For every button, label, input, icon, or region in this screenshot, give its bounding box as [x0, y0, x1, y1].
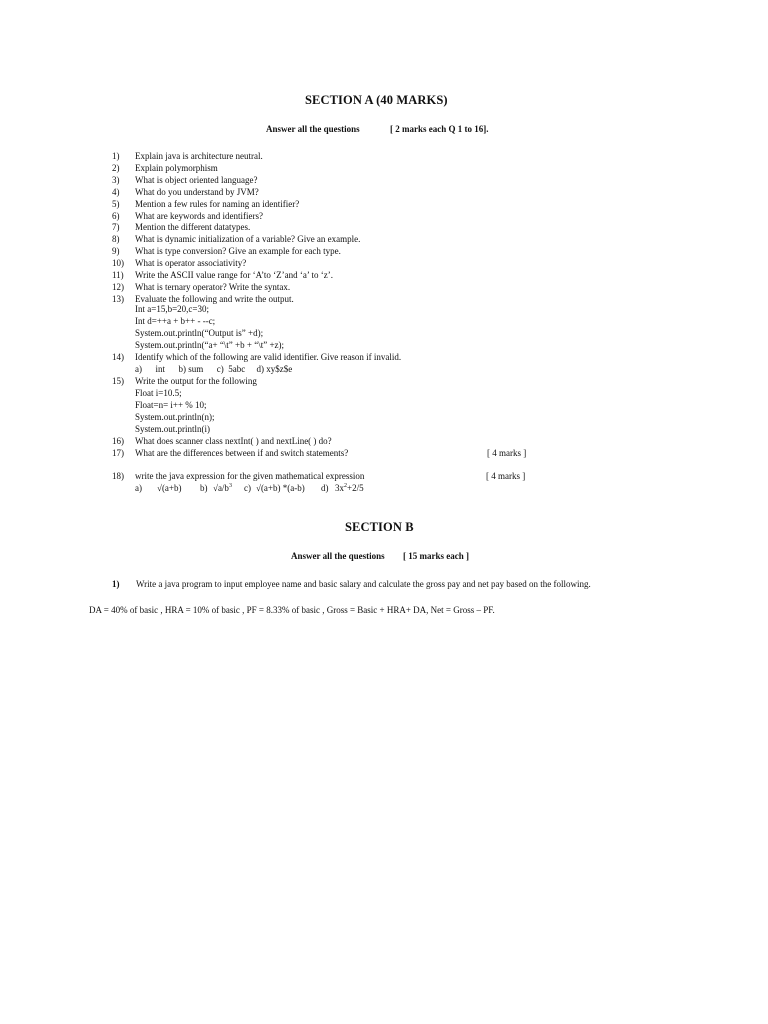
question-number: 8) [112, 234, 120, 245]
option-c: √(a+b) *(a-b) [256, 483, 305, 493]
code-line: Int d=++a + b++ - --c; [135, 316, 216, 326]
question-marks: [ 4 marks ] [486, 471, 526, 481]
question-number: 18) [112, 471, 124, 481]
question-number: 5) [112, 198, 120, 209]
option-a: √(a+b) [157, 483, 182, 493]
section-a-marks-note: [ 2 marks each Q 1 to 16]. [390, 124, 489, 134]
code-line: Int a=15,b=20,c=30; [135, 304, 209, 314]
question-text: Write a java program to input employee name and basic salary and calculate the gross pay and net pay based on the following. [136, 579, 591, 589]
question-number: 3) [112, 174, 120, 185]
question-number: 9) [112, 246, 120, 257]
question-number: 1) [112, 151, 120, 161]
question-text: What do you understand by JVM? [135, 186, 259, 197]
question-text: What are keywords and identifiers? [135, 210, 263, 221]
section-a-instruction: Answer all the questions [266, 124, 360, 134]
option-a-label: a) [135, 483, 142, 493]
section-a-title: SECTION A (40 MARKS) [305, 93, 448, 107]
question-text: Evaluate the following and write the output. [135, 293, 294, 304]
question-marks: [ 4 marks ] [487, 448, 527, 458]
question-number: 15) [112, 376, 124, 386]
question-number: 13) [112, 293, 124, 304]
question-text: Write the output for the following [135, 376, 257, 386]
question-text: What are the differences between if and switch statements? [135, 448, 349, 458]
question-number: 1) [112, 579, 120, 589]
question-text: Identify which of the following are valid identifier. Give reason if invalid. [135, 352, 402, 362]
salary-formula: DA = 40% of basic , HRA = 10% of basic , PF = 8.33% of basic , Gross = Basic + HRA+ DA, Net = Gross – PF. [89, 605, 495, 615]
question-number: 10) [112, 258, 124, 269]
section-b-instruction: Answer all the questions [291, 551, 385, 561]
question-number: 11) [112, 270, 124, 280]
question-number: 14) [112, 352, 124, 362]
question-text: Explain polymorphism [135, 162, 218, 173]
option-d-label: d) [321, 483, 329, 493]
section-b-marks-note: [ 15 marks each ] [403, 551, 469, 561]
question-text: What is ternary operator? Write the syntax. [135, 281, 291, 292]
option-c-label: c) [244, 483, 251, 493]
question-number: 12) [112, 281, 124, 292]
option-b-label: b) [200, 483, 208, 493]
question-text: What is type conversion? Give an example for each type. [135, 246, 341, 257]
question-text: write the java expression for the given mathematical expression [135, 471, 365, 481]
question-text: What is dynamic initialization of a variable? Give an example. [135, 234, 361, 245]
question-text: What is operator associativity? [135, 258, 247, 269]
question-number: 6) [112, 210, 120, 221]
question-number: 17) [112, 448, 124, 458]
question-text: What does scanner class nextInt( ) and nextLine( ) do? [135, 436, 332, 446]
code-line: Float i=10.5; [135, 388, 182, 398]
question-text: Write the ASCII value range for ‘A’to ‘Z’and ‘a’ to ‘z’. [135, 270, 333, 280]
code-line: System.out.println(“Output is” +d); [135, 328, 264, 338]
question-text: What is object oriented language? [135, 174, 258, 185]
section-b-title: SECTION B [345, 520, 414, 534]
option-d: $3x^2+2/5$ [335, 483, 364, 493]
options-text: a) int b) sum c) 5abc d) xy$z$e [135, 364, 293, 374]
question-number: 16) [112, 436, 124, 446]
code-line: Float=n= i++ % 10; [135, 400, 207, 410]
code-line: System.out.println(i) [135, 424, 210, 434]
code-line: System.out.println(n); [135, 412, 215, 422]
question-number: 4) [112, 186, 120, 197]
question-number: 7) [112, 222, 120, 233]
question-text: Explain java is architecture neutral. [135, 151, 263, 161]
question-number: 2) [112, 162, 120, 173]
question-text: Mention a few rules for naming an identifier? [135, 198, 300, 209]
code-line: System.out.println(“a+ “\t” +b + “\t” +z); [135, 340, 285, 350]
option-b: $√a/b^3$ [213, 483, 232, 493]
question-text: Mention the different datatypes. [135, 222, 251, 233]
